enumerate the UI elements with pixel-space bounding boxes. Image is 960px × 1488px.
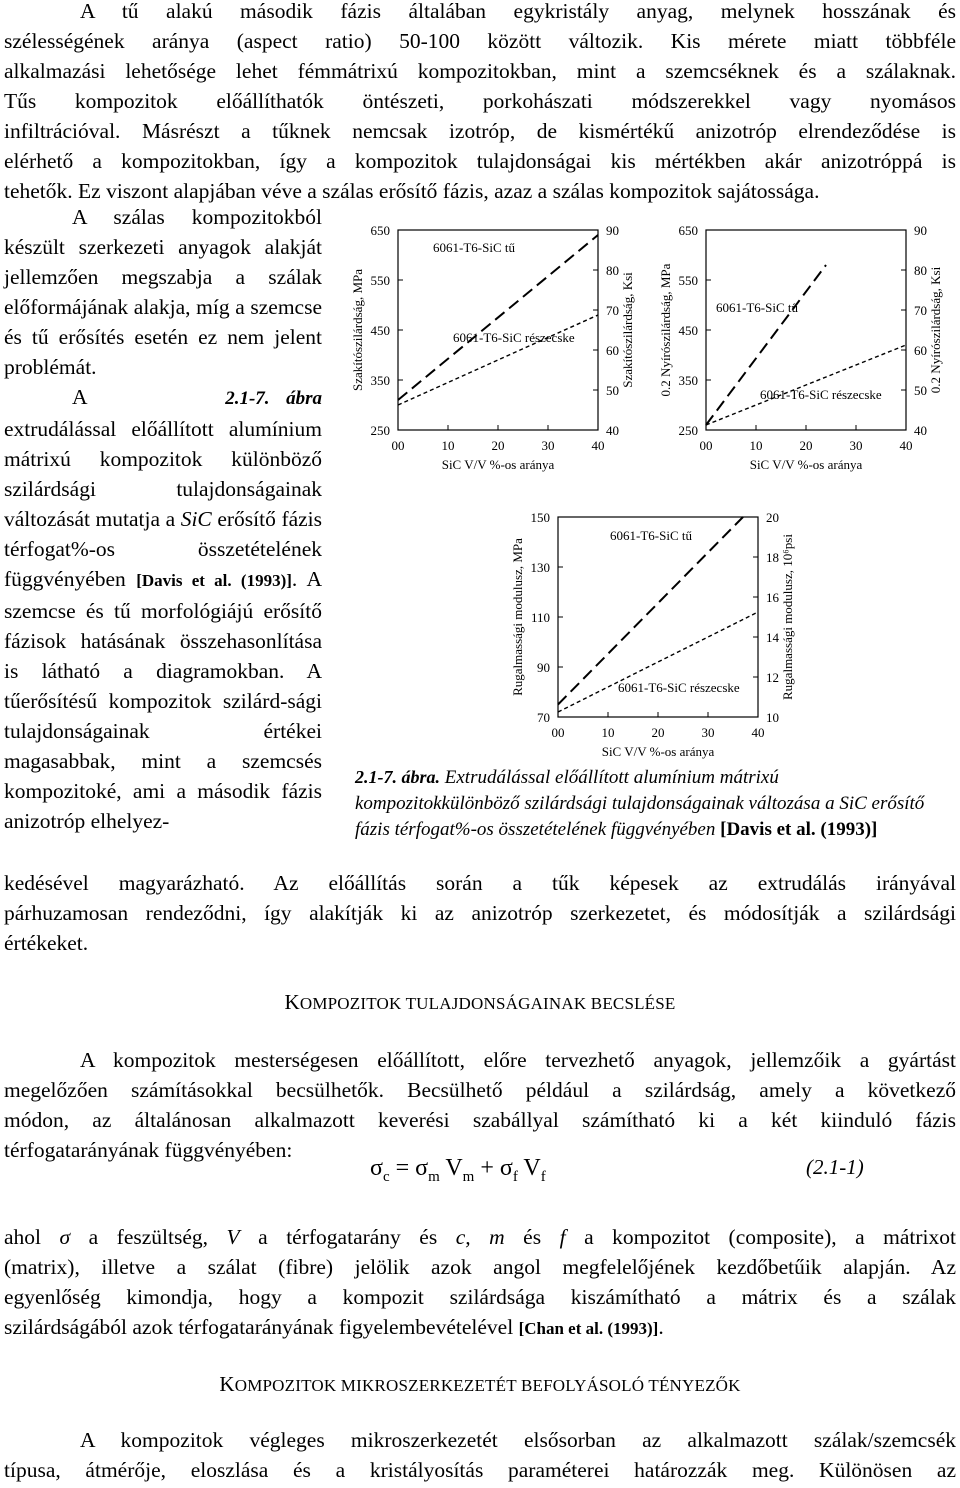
sub-m: m: [462, 1168, 475, 1185]
m-symbol: m: [489, 1225, 505, 1249]
sub-f: f: [540, 1168, 546, 1185]
y2-tick-label: 40: [914, 423, 927, 438]
y2-tick-label: 20: [766, 510, 779, 525]
text-line: (matrix), illetve a szálat (fibre) jelölik azok angol megfelelőjének kezdőbetűik alapján. Az: [4, 1255, 956, 1279]
text-line: A kompozitok végleges mikroszerkezetét elsősorban az alkalmazott szálak/szemcsék: [80, 1428, 956, 1452]
x-tick-label: 30: [849, 438, 863, 453]
text: .: [658, 1315, 664, 1339]
y2-axis-label: 0.2 Nyírószilárdság, Ksi: [928, 266, 943, 394]
sic-term: SiC: [180, 507, 212, 531]
wrap-paragraph-1: A szálas kompozitokból készült szerkezeti anyagok alakját jellemzően megszabja a szálak előformájának alakja, míg a szemcse és tű erősítés esetén ez nem jelent problémát.: [4, 205, 322, 379]
x-tick-label: 20: [799, 438, 813, 453]
caption-citation: [Davis et al. (1993)]: [720, 819, 878, 840]
v-symbol: V: [226, 1225, 240, 1249]
paragraph-explanation: [4, 1222, 956, 1344]
text-line: kedésével magyarázható. Az előállítás során a tűk képesek az extrudálás irányával: [4, 871, 956, 895]
y2-tick-label: 70: [914, 303, 927, 318]
text: szilárdságából azok térfogatarányának figyelembevételével: [4, 1315, 514, 1339]
paragraph-estimation: [4, 1045, 956, 1165]
figure-caption: [355, 764, 925, 843]
y-tick-label: 150: [530, 510, 550, 525]
x-tick-label: 30: [541, 438, 555, 453]
series-label: 6061-T6-SiC tű: [610, 528, 692, 543]
y2-tick-label: 14: [766, 630, 779, 645]
y2-tick-label: 50: [914, 383, 927, 398]
sigma: σ: [415, 1155, 429, 1181]
y-axis-label: Szakítószilárdság, MPa: [350, 268, 365, 392]
x-tick-label: 10: [601, 725, 615, 740]
volume: V: [517, 1155, 541, 1181]
text-line: elérhető a kompozitokban, így a kompozitok tulajdonságai kis mértékben akár anizotróppá is: [4, 149, 956, 173]
sub-m: m: [428, 1168, 440, 1185]
x-axis-label: SiC V/V %-os aránya: [441, 457, 555, 472]
series-line-particle: [558, 612, 758, 712]
y2-axis-label: Rugalmassági modulusz, 10⁶psi: [780, 534, 795, 700]
y2-axis-label: Szakítószilárdság, Ksi: [620, 272, 635, 388]
y-axis-label: 0.2 Nyírószilárdság, MPa: [658, 263, 673, 397]
text: extrudálással előállított alumínium mátrixú kompozitok különböző szilárdsági tulajdonságainak változását mutatja a: [4, 417, 322, 531]
series-label: 6061-T6-SiC részecske: [453, 330, 575, 345]
volume: V: [439, 1155, 463, 1181]
equals: =: [389, 1155, 416, 1181]
text-line: szélességének aránya (aspect ratio) 50-100 között változik. Kis mérete miatt többféle: [4, 29, 956, 53]
y-tick-label: 350: [678, 373, 698, 388]
heading-cap: K: [219, 1372, 235, 1396]
text-line: módon, az általánosan alkalmazott keverési szabállyal számítható ki a két kiinduló fázis: [4, 1108, 956, 1132]
heading-rest: OMPOZITOK TULAJDONSÁGAINAK BECSLÉSE: [299, 994, 676, 1013]
y2-tick-label: 10: [766, 710, 779, 725]
y-tick-label: 550: [370, 273, 390, 288]
x-tick-label: 10: [749, 438, 763, 453]
x-tick-label: 00: [391, 438, 405, 453]
paragraph-continued: [4, 868, 956, 958]
text: a térfogatarány és: [258, 1225, 438, 1249]
caption-label: 2.1-7. ábra.: [355, 767, 440, 787]
x-tick-label: 10: [441, 438, 455, 453]
x-tick-label: 20: [651, 725, 665, 740]
y-tick-label: 90: [537, 660, 550, 675]
text: erősítő fázis térfogat%-os összetételének függvényében: [4, 507, 323, 591]
series-label: 6061-T6-SiC részecske: [618, 680, 740, 695]
text: a feszültség,: [88, 1225, 209, 1249]
y-tick-label: 650: [370, 223, 390, 238]
equation-number: (2.1-1): [806, 1155, 864, 1179]
series-label: 6061-T6-SiC tű: [716, 300, 798, 315]
y2-tick-label: 60: [606, 343, 619, 358]
y2-tick-label: 12: [766, 670, 779, 685]
section-heading-1: [0, 990, 960, 1015]
y2-tick-label: 16: [766, 590, 779, 605]
text-line: térfogatarányának függvényében:: [4, 1138, 293, 1162]
citation: [Chan et al. (1993)]: [518, 1319, 659, 1338]
text-line: A tű alakú második fázis általában egykristály anyag, melynek hosszának és: [80, 0, 956, 23]
figure-ref: 2.1-7. ábra: [225, 388, 322, 409]
text-line: alkalmazási lehetősége lehet fémmátrixú kompozitokban, mint a szemcséknek és a szálaknak.: [4, 59, 956, 83]
y-tick-label: 250: [370, 423, 390, 438]
text-line: [4, 1222, 956, 1252]
x-tick-label: 40: [899, 438, 913, 453]
y2-tick-label: 90: [914, 223, 927, 238]
x-axis-label: SiC V/V %-os aránya: [601, 744, 715, 759]
y-axis-label: Rugalmassági modulusz, MPa: [510, 538, 525, 696]
series-label: 6061-T6-SiC tű: [433, 240, 515, 255]
formula-mixing-rule: [370, 1155, 546, 1186]
sigma: σ: [370, 1155, 383, 1181]
x-tick-label: 40: [751, 725, 765, 740]
y2-tick-label: 40: [606, 423, 619, 438]
text-line: A kompozitok mesterségesen előállított, előre tervezhető anyagok, jellemzőik a gyártást: [80, 1048, 956, 1072]
text-line: [4, 1312, 956, 1344]
text-line: egyenlőség kimondja, hogy a kompozit szilárdsága kiszámítható a mátrix és a szálak: [4, 1285, 956, 1309]
caption-text: Extrudálással előállított alumínium mátrixú kompozitokkülönböző szilárdsági tulajdonságainak változása a SiC erősítő fázis térfogat%-os összetételének függvényében: [355, 767, 925, 840]
x-tick-label: 00: [699, 438, 713, 453]
paragraph-microstructure: [4, 1425, 956, 1485]
section-heading-2: [0, 1372, 960, 1397]
y-tick-label: 650: [678, 223, 698, 238]
f-symbol: f: [559, 1225, 566, 1249]
citation: [Davis et al. (1993)]: [136, 571, 292, 590]
text: . A szemcse és tű morfológiájú erősítő fázisok hatásának összehasonlítása is látható a diagramokban. A tűerősítésű kompozitok szilárd-sági tulajdonságainak értékei magasabbak, mint a szemcsés kompozitoké, ami a második fázis anizotróp elhelyez-: [4, 567, 323, 833]
y2-tick-label: 90: [606, 223, 619, 238]
x-axis-label: SiC V/V %-os aránya: [749, 457, 863, 472]
text-line: értékeket.: [4, 931, 89, 955]
text-line: típusa, átmérője, eloszlása és a kristályosítás paraméterei határozzák meg. Különösen az: [4, 1458, 956, 1482]
y-tick-label: 450: [678, 323, 698, 338]
y2-tick-label: 60: [914, 343, 927, 358]
heading-rest: OMPOZITOK MIKROSZERKEZETÉT BEFOLYÁSOLÓ TÉNYEZŐK: [234, 1376, 741, 1395]
text-line: párhuzamosan rendeződni, így alakítják ki az anizotróp szerkezetet, és módosítják a szilárdsági: [4, 901, 956, 925]
y2-tick-label: 70: [606, 303, 619, 318]
text: és: [523, 1225, 542, 1249]
y-tick-label: 130: [530, 560, 550, 575]
text-line: Tűs kompozitok előállíthatók öntészeti, porkohászati módszerekkel vagy nyomásos: [4, 89, 956, 113]
x-tick-label: 40: [591, 438, 605, 453]
sub-c: c: [382, 1168, 390, 1185]
y2-tick-label: 80: [606, 263, 619, 278]
text-line: tehetők. Ez viszont alapjában véve a szálas erősítő fázis, azaz a szálas kompozitok sajátossága.: [4, 179, 820, 203]
text-line: infiltrációval. Másrészt a tűknek nemcsak izotróp, de kismértékű anizotróp elrendeződése is: [4, 119, 956, 143]
series-label: 6061-T6-SiC részecske: [760, 387, 882, 402]
y2-tick-label: 50: [606, 383, 619, 398]
series-line-particle: [706, 345, 906, 425]
text: A: [72, 385, 88, 409]
y2-tick-label: 18: [766, 550, 779, 565]
y2-tick-label: 80: [914, 263, 927, 278]
x-tick-label: 00: [551, 725, 565, 740]
heading-cap: K: [284, 990, 300, 1014]
c-symbol: c,: [455, 1225, 471, 1249]
series-line-particle: [398, 315, 598, 405]
text-line: megelőzően számításokkal becsülhetők. Becsülhető például a szilárdság, amely a következő: [4, 1078, 956, 1102]
plus: +: [474, 1155, 500, 1181]
text: ahol: [4, 1225, 42, 1249]
text: a kompozitot (composite), a mátrixot: [584, 1225, 957, 1249]
y-tick-label: 550: [678, 273, 698, 288]
sub-f: f: [512, 1168, 518, 1185]
sigma-symbol: σ: [59, 1225, 71, 1249]
series-line-needle: [398, 235, 598, 400]
x-tick-label: 20: [491, 438, 505, 453]
y-tick-label: 450: [370, 323, 390, 338]
sigma: σ: [499, 1155, 513, 1181]
y-tick-label: 350: [370, 373, 390, 388]
x-tick-label: 30: [701, 725, 715, 740]
y-tick-label: 110: [530, 610, 550, 625]
y-tick-label: 250: [678, 423, 698, 438]
y-tick-label: 70: [537, 710, 550, 725]
series-line-needle: [558, 517, 743, 705]
